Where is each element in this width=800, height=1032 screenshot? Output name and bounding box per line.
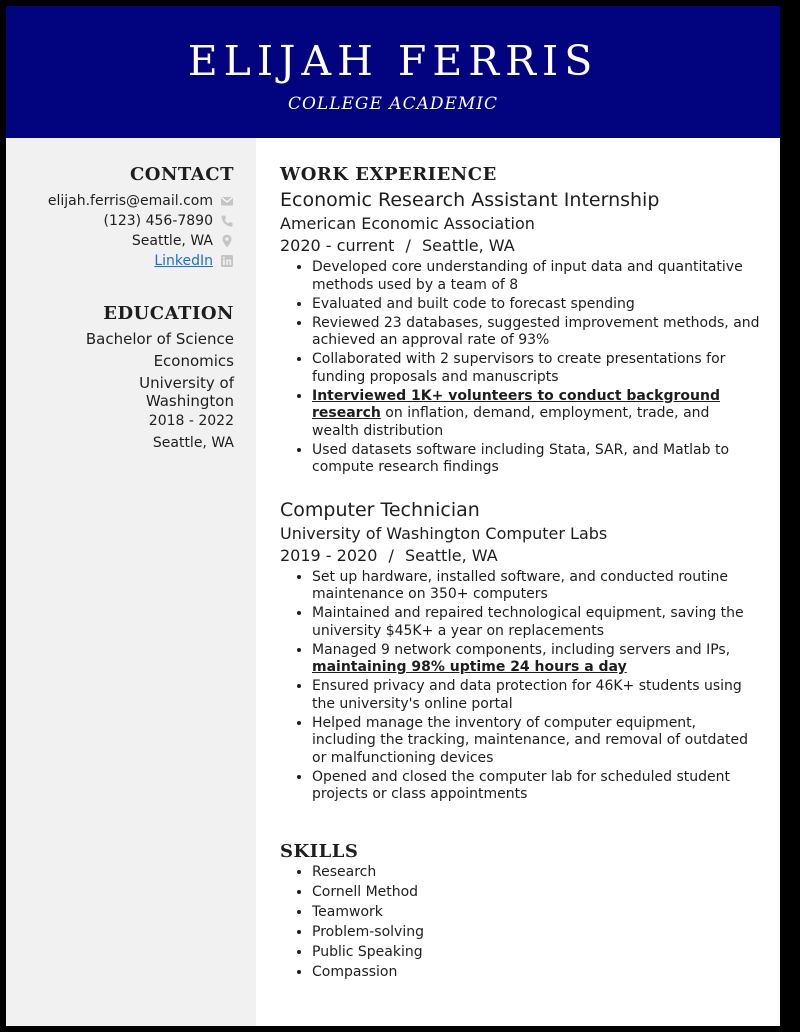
contact-location — [48, 231, 234, 251]
skill-item: • Research — [312, 864, 760, 882]
skill-item: • Cornell Method — [312, 884, 760, 902]
job-dates: 2020 - current — [280, 236, 395, 255]
linkedin-link[interactable]: LinkedIn — [154, 253, 213, 269]
email-text: elijah.ferris@email.com — [47, 193, 213, 209]
highlight-text: Interviewed 1K+ volunteers to conduct background research — [312, 387, 720, 421]
map-pin-icon — [220, 234, 234, 248]
edu-school-line1: University of — [139, 374, 234, 392]
edu-location: Seattle, WA — [152, 435, 234, 451]
candidate-subtitle: COLLEGE ACADEMIC — [287, 94, 499, 114]
work-section — [280, 164, 760, 805]
job-title: Economic Research Assistant Internship — [280, 189, 660, 211]
list-item: • Set up hardware, installed software, and conducted routine maintenance on 350+ computers — [312, 569, 760, 604]
sidebar — [6, 138, 256, 1026]
bullet-text: Managed 9 network components, including servers and IPs, — [312, 641, 731, 658]
skill-item: • Problem-solving — [312, 924, 760, 942]
list-item: • Evaluated and built code to forecast spending — [312, 296, 760, 314]
skills-list — [280, 864, 760, 982]
highlight-text: maintaining 98% uptime 24 hours a day — [312, 659, 627, 675]
edu-years: 2018 - 2022 — [148, 413, 234, 429]
list-item: • Used datasets software including Stata, SAR, and Matlab to compute research findings — [312, 442, 760, 477]
envelope-icon — [220, 194, 234, 208]
contact-email — [48, 191, 234, 211]
location-text: Seattle, WA — [131, 233, 213, 249]
skill-item: • Teamwork — [312, 904, 760, 922]
skill-item: • Public Speaking — [312, 944, 760, 962]
list-item — [312, 388, 760, 441]
job-location: Seattle, WA — [421, 236, 515, 255]
job-bullets — [280, 259, 760, 477]
job-entry — [280, 497, 760, 804]
job-entry — [280, 187, 760, 477]
job-separator: / — [405, 236, 411, 255]
edu-major: Economics — [153, 352, 234, 370]
edu-degree: Bachelor of Science — [85, 330, 234, 348]
contact-heading: CONTACT — [129, 164, 234, 185]
skills-heading: SKILLS — [280, 841, 359, 862]
list-item: • Maintained and repaired technological equipment, saving the university $45K+ a year on replacements — [312, 605, 760, 640]
phone-text: (123) 456-7890 — [103, 213, 213, 229]
candidate-name: ELIJAH FERRIS — [187, 37, 599, 85]
skill-item: • Compassion — [312, 964, 760, 982]
job-dates: 2019 - 2020 — [280, 545, 378, 565]
job-bullets — [280, 569, 760, 804]
job-meta — [280, 545, 760, 567]
job-location: Seattle, WA — [404, 545, 498, 565]
contact-linkedin — [48, 251, 234, 271]
job-org: University of Washington Computer Labs — [280, 523, 608, 543]
job-separator: / — [388, 545, 394, 565]
bullet-text: on inflation, demand, employment, trade, and wealth distribution — [312, 405, 710, 439]
linkedin-icon — [220, 254, 234, 268]
phone-icon — [220, 214, 234, 228]
job-meta — [280, 235, 760, 257]
job-org: American Economic Association — [280, 214, 535, 233]
contact-phone — [48, 211, 234, 231]
education-heading: EDUCATION — [103, 303, 234, 324]
list-item: • Reviewed 23 databases, suggested improvement methods, and achieved an approval rate of 93% — [312, 315, 760, 350]
list-item — [312, 642, 760, 677]
job-title: Computer Technician — [280, 498, 480, 521]
header-banner — [6, 6, 780, 138]
list-item: • Helped manage the inventory of computer equipment, including the tracking, maintenance, and removal of outdated or malfunctioning devices — [312, 715, 760, 768]
list-item: • Opened and closed the computer lab for scheduled student projects or class appointments — [312, 769, 760, 804]
edu-school-line2: Washington — [145, 392, 234, 410]
contact-section — [48, 164, 234, 271]
list-item: • Ensured privacy and data protection for 46K+ students using the university's online portal — [312, 678, 760, 713]
work-heading: WORK EXPERIENCE — [280, 164, 497, 185]
resume-page — [6, 6, 780, 1026]
list-item: • Collaborated with 2 supervisors to create presentations for funding proposals and manuscripts — [312, 351, 760, 386]
education-section — [86, 303, 234, 454]
skills-section — [280, 841, 760, 984]
list-item: • Developed core understanding of input data and quantitative methods used by a team of 8 — [312, 259, 760, 294]
